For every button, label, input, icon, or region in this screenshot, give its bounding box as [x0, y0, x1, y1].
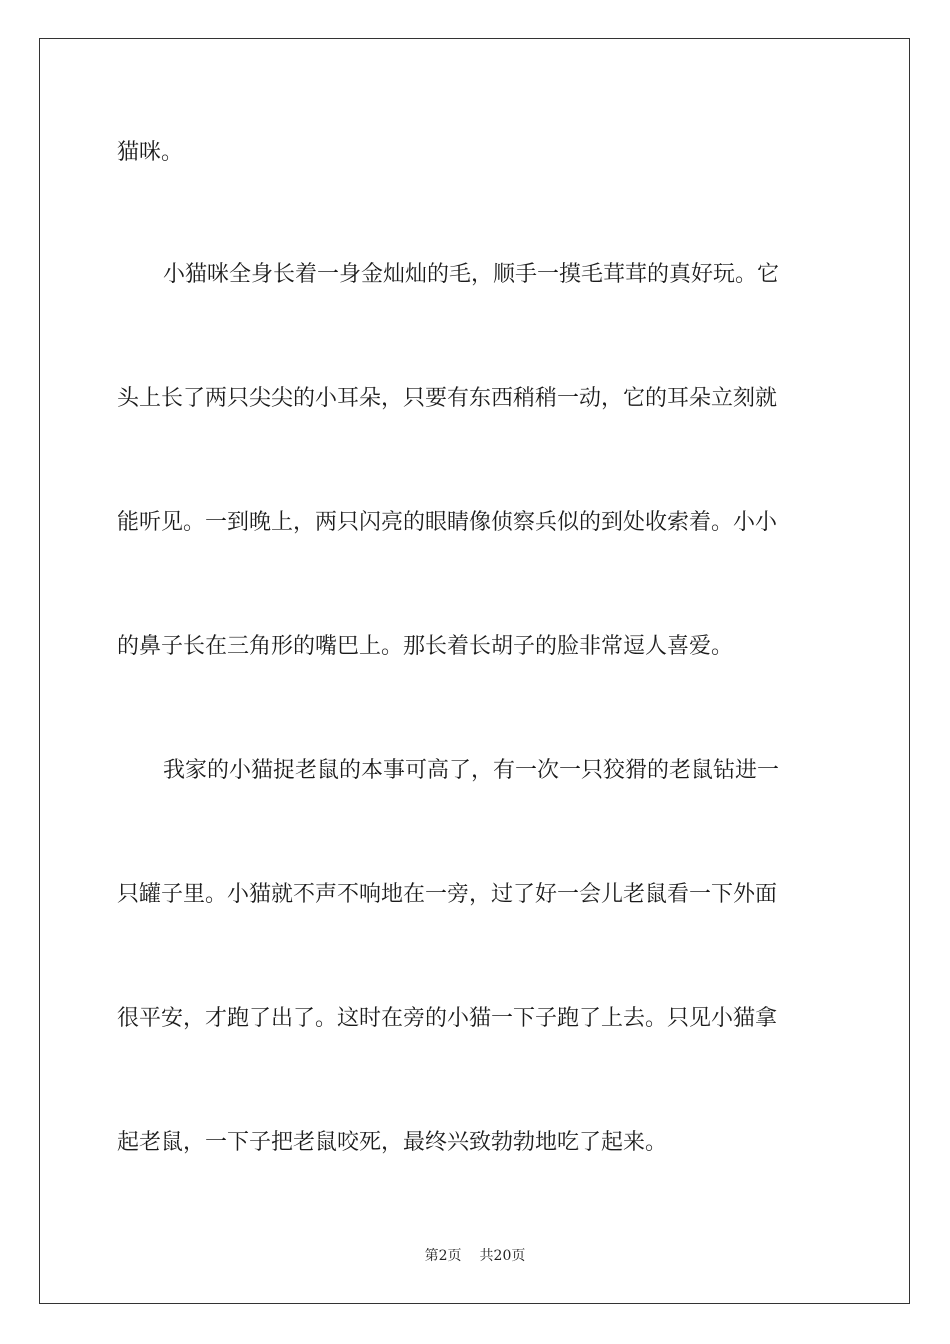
- text-line: 能听见。一到晚上，两只闪亮的眼睛像侦察兵似的到处收索着。小小: [117, 510, 778, 535]
- paragraph-first-line: 我家的小猫捉老鼠的本事可高了，有一次一只狡猾的老鼠钻进一: [163, 758, 780, 783]
- text-line: 起老鼠，一下子把老鼠咬死，最终兴致勃勃地吃了起来。: [117, 1130, 668, 1155]
- text-line: 猫咪。: [117, 140, 184, 165]
- text-line: 只罐子里。小猫就不声不响地在一旁，过了好一会儿老鼠看一下外面: [117, 882, 778, 907]
- total-pages: 共20页: [479, 1248, 526, 1264]
- page-border: [39, 38, 910, 1304]
- text-line: 的鼻子长在三角形的嘴巴上。那长着长胡子的脸非常逗人喜爱。: [117, 634, 734, 659]
- page-number: 第2页: [424, 1248, 462, 1264]
- page-footer: [0, 1247, 950, 1265]
- text-line: 很平安，才跑了出了。这时在旁的小猫一下子跑了上去。只见小猫拿: [117, 1006, 778, 1031]
- paragraph-first-line: 小猫咪全身长着一身金灿灿的毛，顺手一摸毛茸茸的真好玩。它: [163, 262, 780, 287]
- text-line: 头上长了两只尖尖的小耳朵，只要有东西稍稍一动，它的耳朵立刻就: [117, 386, 778, 411]
